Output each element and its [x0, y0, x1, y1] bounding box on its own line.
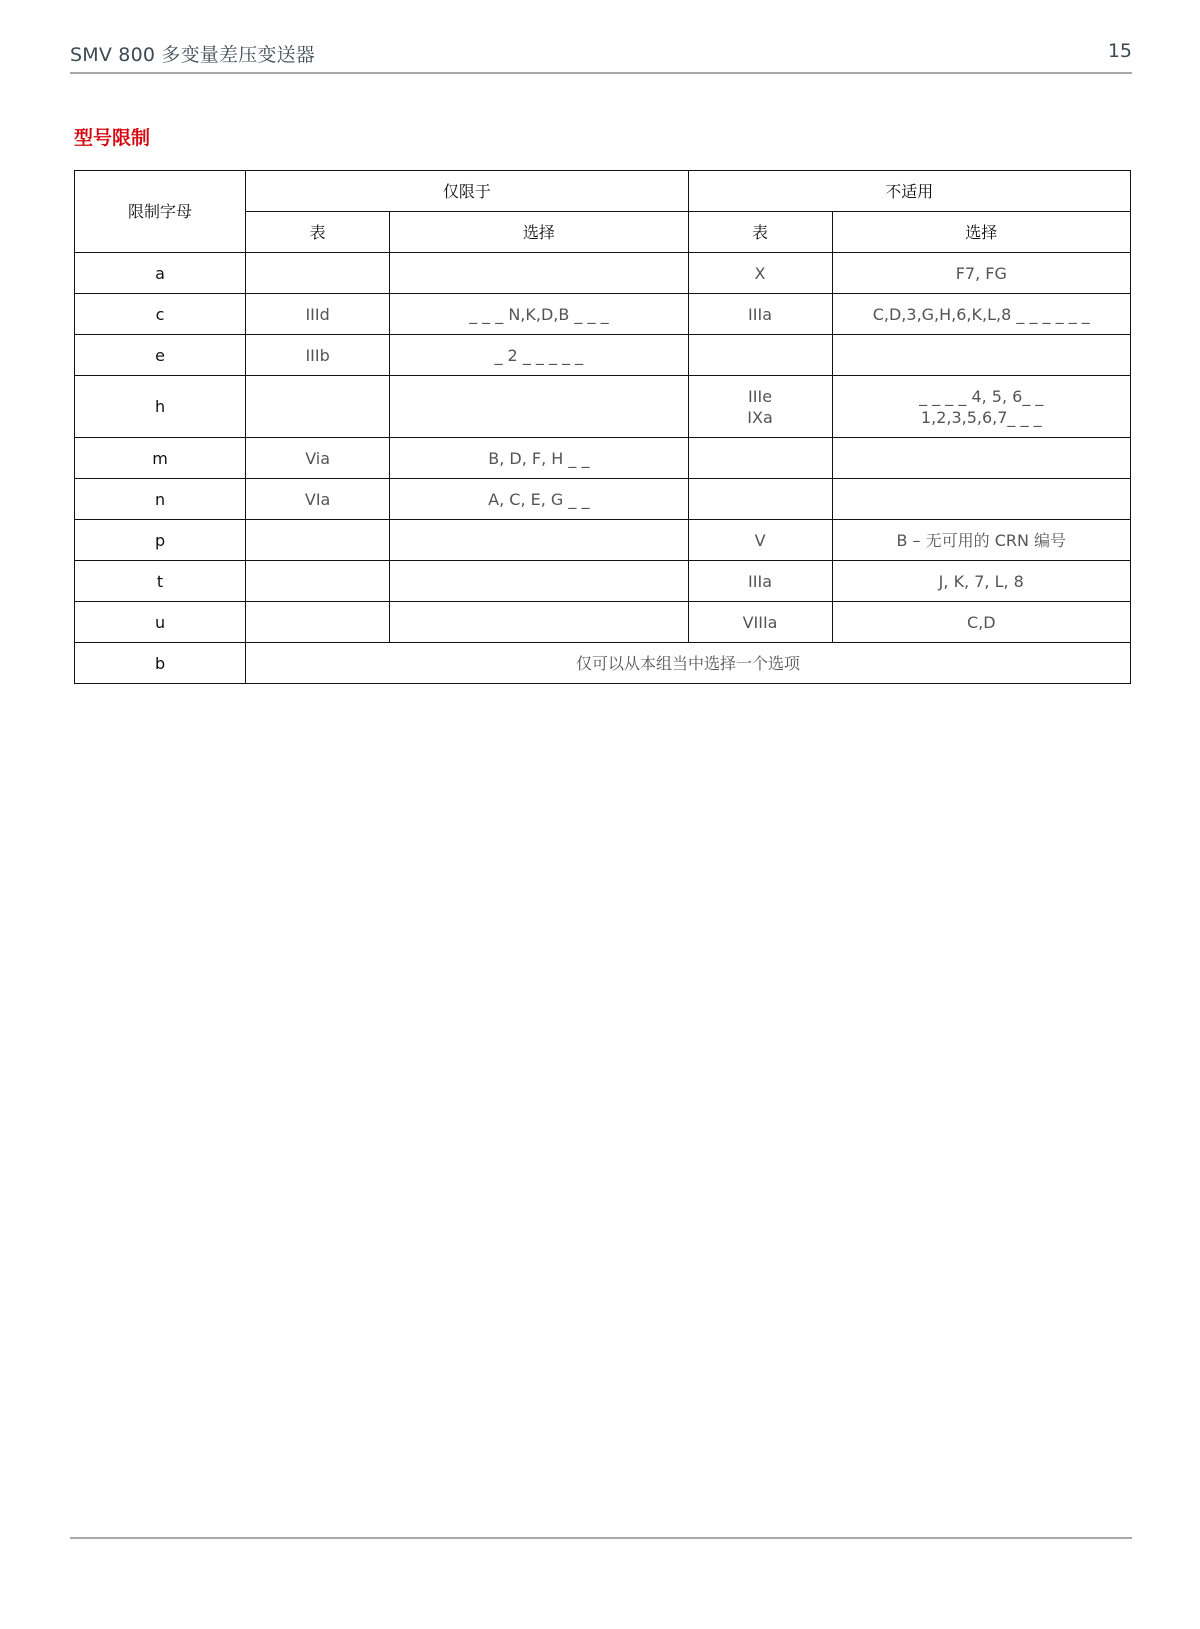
na-table-cell: V [688, 520, 832, 561]
document-title: SMV 800 多变量差压变送器 [70, 44, 315, 66]
na-selection-cell: J, K, 7, L, 8 [832, 561, 1130, 602]
na-selection-cell: C,D [832, 602, 1130, 643]
only-table-cell [246, 561, 390, 602]
restriction-letter: e [75, 335, 246, 376]
table-row [75, 520, 1131, 561]
only-selection-cell [390, 520, 688, 561]
restriction-letter: u [75, 602, 246, 643]
header-only-table: 表 [246, 212, 390, 253]
header-na-selection: 选择 [832, 212, 1130, 253]
only-table-cell [246, 253, 390, 294]
na-selection-line: _ _ _ _ 4, 5, 6_ _ [919, 386, 1044, 406]
only-selection-cell [390, 253, 688, 294]
only-table-cell [246, 376, 390, 438]
header-not-applicable: 不适用 [688, 171, 1130, 212]
restriction-letter: h [75, 376, 246, 438]
only-selection-cell [390, 376, 688, 438]
header-only-for: 仅限于 [246, 171, 688, 212]
only-selection-cell: _ 2 _ _ _ _ _ [390, 335, 688, 376]
header-restriction-letter: 限制字母 [75, 171, 246, 253]
na-table-cell [688, 376, 832, 438]
only-table-cell [246, 520, 390, 561]
restriction-letter: t [75, 561, 246, 602]
na-selection-cell: C,D,3,G,H,6,K,L,8 _ _ _ _ _ _ [832, 294, 1130, 335]
only-selection-cell: B, D, F, H _ _ [390, 438, 688, 479]
na-table-line: IIIe [748, 386, 773, 406]
na-selection-cell: F7, FG [832, 253, 1130, 294]
table-row [75, 253, 1131, 294]
only-selection-cell [390, 602, 688, 643]
na-table-cell [688, 479, 832, 520]
na-table-cell: IIIa [688, 561, 832, 602]
header-na-table: 表 [688, 212, 832, 253]
model-restrictions-table [74, 170, 1131, 684]
only-table-cell: VIa [246, 479, 390, 520]
footer-divider [70, 1537, 1132, 1539]
restriction-letter: m [75, 438, 246, 479]
section-title: 型号限制 [74, 127, 151, 149]
only-selection-cell [390, 561, 688, 602]
merged-note-cell: 仅可以从本组当中选择一个选项 [246, 643, 1131, 684]
na-table-line: IXa [747, 407, 773, 427]
header-only-selection: 选择 [390, 212, 688, 253]
table-row [75, 335, 1131, 376]
page-header [70, 40, 1132, 74]
na-selection-cell [832, 479, 1130, 520]
restriction-letter: a [75, 253, 246, 294]
na-selection-cell [832, 376, 1130, 438]
table-row [75, 376, 1131, 438]
only-table-cell: IIId [246, 294, 390, 335]
table-row [75, 602, 1131, 643]
table-row [75, 294, 1131, 335]
page-number: 15 [1107, 40, 1132, 62]
na-table-cell: IIIa [688, 294, 832, 335]
na-table-cell [688, 438, 832, 479]
only-selection-cell: A, C, E, G _ _ [390, 479, 688, 520]
table-row [75, 479, 1131, 520]
restriction-letter: p [75, 520, 246, 561]
restriction-letter: n [75, 479, 246, 520]
only-table-cell: IIIb [246, 335, 390, 376]
table-row [75, 438, 1131, 479]
na-selection-cell [832, 335, 1130, 376]
only-table-cell [246, 602, 390, 643]
only-selection-cell: _ _ _ N,K,D,B _ _ _ [390, 294, 688, 335]
na-selection-cell: B – 无可用的 CRN 编号 [832, 520, 1130, 561]
only-table-cell: Via [246, 438, 390, 479]
restriction-letter: b [75, 643, 246, 684]
na-selection-cell [832, 438, 1130, 479]
na-selection-line: 1,2,3,5,6,7_ _ _ [920, 407, 1042, 427]
na-table-cell: X [688, 253, 832, 294]
na-table-cell [688, 335, 832, 376]
table-row [75, 561, 1131, 602]
restriction-letter: c [75, 294, 246, 335]
na-table-cell: VIIIa [688, 602, 832, 643]
table-row [75, 643, 1131, 684]
